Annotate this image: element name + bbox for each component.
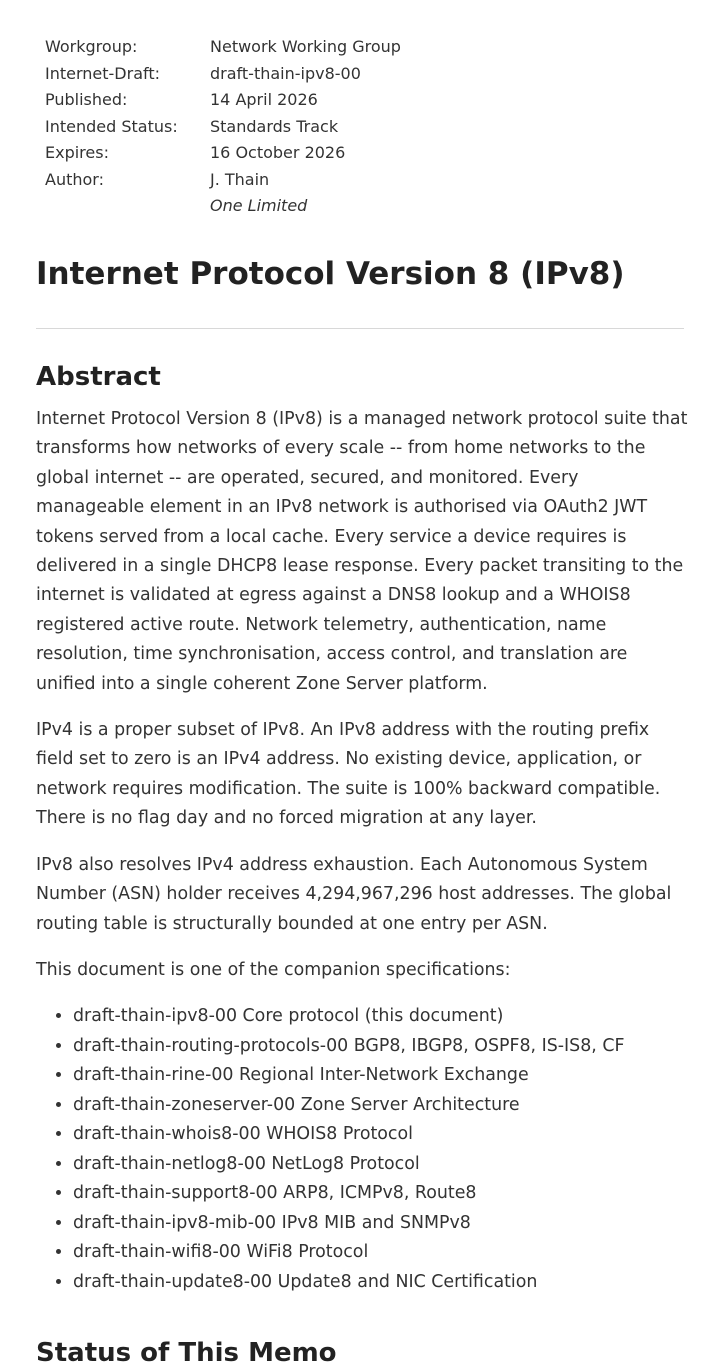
abstract-heading: Abstract	[36, 362, 161, 392]
front-matter-key: Internet-Draft:	[45, 63, 161, 83]
companion-drafts-list	[36, 1002, 688, 1297]
author-organization: One Limited	[210, 196, 308, 215]
status-of-memo-heading: Status of This Memo	[36, 1338, 337, 1365]
list-item: • draft-thain-routing-protocols-00 BGP8, IBGP8, OSPF8, IS-IS8, CF	[73, 1032, 688, 1062]
list-item: • draft-thain-zoneserver-00 Zone Server Architecture	[73, 1091, 688, 1121]
abstract-paragraph: Internet Protocol Version 8 (IPv8) is a managed network protocol suite that transforms how networks of every scale -- from home networks to the global internet -- are operated, secured, and monitored. Every manageable element in an IPv8 network is authorised via OAuth2 JWT tokens served from a local cache. Every service a device requires is delivered in a single DHCP8 lease response. Every packet transiting to the internet is validated at egress against a DNS8 lookup and a WHOIS8 registered active route. Network telemetry, authentication, name resolution, time synchronisation, access control, and translation are unified into a single coherent Zone Server platform.	[36, 409, 688, 694]
front-matter-row-workgroup	[45, 34, 401, 61]
front-matter-value: 14 April 2026	[210, 90, 318, 109]
front-matter-table	[45, 34, 401, 220]
list-item: • draft-thain-whois8-00 WHOIS8 Protocol	[73, 1120, 688, 1150]
front-matter-key: Published:	[45, 90, 128, 109]
front-matter-key: Author:	[45, 169, 104, 189]
front-matter-row-author	[45, 167, 401, 194]
list-item: • draft-thain-support8-00 ARP8, ICMPv8, Route8	[73, 1179, 688, 1209]
front-matter-key: Intended Status:	[45, 116, 178, 136]
front-matter-value: Network Working Group	[210, 37, 401, 56]
front-matter-row-intended-status	[45, 114, 401, 141]
front-matter-value: 16 October 2026	[210, 143, 346, 162]
abstract-paragraph: IPv4 is a proper subset of IPv8. An IPv8 address with the routing prefix field set to zero is an IPv4 address. No existing device, application, or network requires modification. The suite is 100% backward compatible. There is no flag day and no forced migration at any layer.	[36, 720, 661, 829]
front-matter-key: Expires:	[45, 143, 109, 162]
list-item: • draft-thain-update8-00 Update8 and NIC Certification	[73, 1268, 688, 1298]
abstract-paragraph: IPv8 also resolves IPv4 address exhaustion. Each Autonomous System Number (ASN) holder receives 4,294,967,296 host addresses. The global routing table is structurally bounded at one entry per ASN.	[36, 854, 672, 934]
front-matter-key: Workgroup:	[45, 37, 138, 56]
front-matter-value: Standards Track	[210, 116, 339, 136]
front-matter-row-author-org	[45, 193, 401, 220]
front-matter-row-expires	[45, 140, 401, 167]
abstract-paragraph: This document is one of the companion specifications:	[36, 959, 511, 980]
front-matter-key-empty	[45, 193, 210, 220]
author-name: J. Thain	[210, 169, 270, 189]
list-item: • draft-thain-rine-00 Regional Inter-Network Exchange	[73, 1061, 688, 1091]
list-item: • draft-thain-netlog8-00 NetLog8 Protocol	[73, 1150, 688, 1180]
front-matter-row-internet-draft	[45, 61, 401, 88]
abstract-section	[36, 359, 688, 1297]
list-item: • draft-thain-ipv8-00 Core protocol (this document)	[73, 1002, 688, 1032]
front-matter-value: draft-thain-ipv8-00	[210, 63, 361, 83]
front-matter-row-published	[45, 87, 401, 114]
document-title: Internet Protocol Version 8 (IPv8)	[36, 256, 625, 292]
title-divider	[36, 328, 684, 329]
list-item: • draft-thain-wifi8-00 WiFi8 Protocol	[73, 1238, 688, 1268]
list-item: • draft-thain-ipv8-mib-00 IPv8 MIB and SNMPv8	[73, 1209, 688, 1239]
